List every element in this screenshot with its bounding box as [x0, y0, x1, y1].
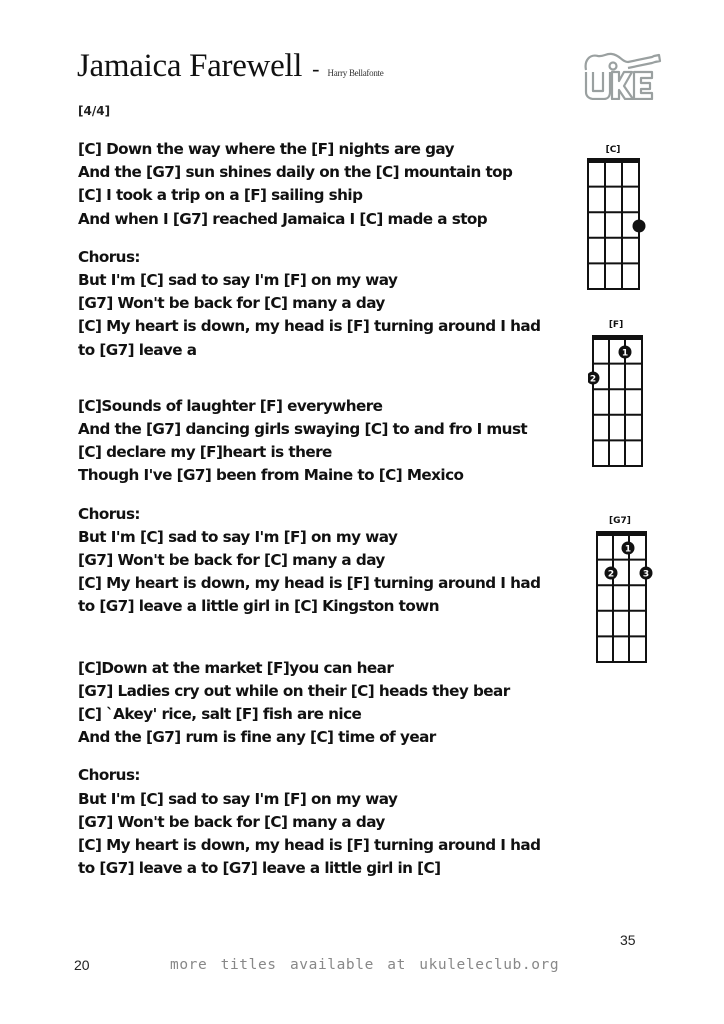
page-number-right: 35: [620, 932, 636, 948]
svg-text:2: 2: [589, 374, 597, 385]
lyric-line: And when I [G7] reached Jamaica I [C] made a stop: [78, 209, 488, 228]
lyric-line: [C] I took a trip on a [F] sailing ship: [78, 186, 363, 205]
svg-text:2: 2: [607, 569, 615, 580]
lyric-line: [G7] Won't be back for [C] many a day: [78, 812, 385, 831]
chorus-heading: Chorus:: [78, 766, 140, 785]
page-number-left: 20: [74, 957, 90, 973]
lyric-line: [G7] Ladies cry out while on their [C] heads they bear: [78, 681, 510, 700]
verse-3: [78, 657, 568, 750]
song-header: [77, 48, 383, 85]
title-separator: -: [312, 56, 320, 81]
svg-text:1: 1: [624, 544, 632, 555]
lyric-line: And the [G7] rum is fine any [C] time of year: [78, 728, 436, 747]
verse-2: [78, 395, 568, 488]
chorus-heading: Chorus:: [78, 504, 140, 523]
svg-text:3: 3: [642, 569, 650, 580]
chorus-heading: Chorus:: [78, 247, 140, 266]
lyric-line: to [G7] leave a: [78, 340, 197, 359]
lyric-line: [C]Down at the market [F]you can hear: [78, 658, 394, 677]
verse-1: [78, 138, 568, 231]
lyric-line: But I'm [C] sad to say I'm [F] on my way: [78, 271, 398, 290]
chorus-1: [78, 246, 568, 362]
lyric-line: But I'm [C] sad to say I'm [F] on my way: [78, 789, 398, 808]
lyric-line: But I'm [C] sad to say I'm [F] on my way: [78, 527, 398, 546]
lyric-line: [C]Sounds of laughter [F] everywhere: [78, 396, 383, 415]
lyric-line: And the [G7] sun shines daily on the [C] mountain top: [78, 163, 513, 182]
artist-name: Harry Bellafonte: [327, 68, 384, 78]
lyric-line: [C] Down the way where the [F] nights are gay: [78, 140, 454, 158]
chord-name: [F]: [608, 320, 624, 330]
song-title: Jamaica Farewell: [77, 48, 303, 84]
chorus-3: [78, 764, 568, 880]
time-signature: [4/4]: [78, 104, 111, 118]
chord-name: [G7]: [609, 516, 631, 526]
lyric-line: [C] My heart is down, my head is [F] turning around I had: [78, 574, 541, 593]
lyric-line: [C] declare my [F]heart is there: [78, 443, 332, 462]
chorus-2: [78, 503, 568, 619]
lyric-line: to [G7] leave a to [G7] leave a little girl in [C]: [78, 859, 441, 878]
lyric-line: [C] `Akey' rice, salt [F] fish are nice: [78, 705, 362, 724]
lyric-line: And the [G7] dancing girls swaying [C] to and fro I must: [78, 420, 528, 439]
lyric-line: [G7] Won't be back for [C] many a day: [78, 551, 385, 570]
lyric-line: [C] My heart is down, my head is [F] turning around I had: [78, 836, 541, 855]
svg-text:1: 1: [621, 348, 629, 359]
lyric-line: to [G7] leave a little girl in [C] Kingston town: [78, 597, 440, 616]
lyric-line: Though I've [G7] been from Maine to [C] Mexico: [78, 466, 464, 485]
chord-name: [C]: [605, 145, 621, 155]
promo-link[interactable]: more titles available at ukuleleclub.org: [170, 957, 560, 973]
uke-logo-icon: [582, 48, 662, 100]
lyrics-body: [78, 138, 568, 880]
lyric-line: [G7] Won't be back for [C] many a day: [78, 294, 385, 313]
lyric-line: [C] My heart is down, my head is [F] turning around I had: [78, 317, 541, 336]
